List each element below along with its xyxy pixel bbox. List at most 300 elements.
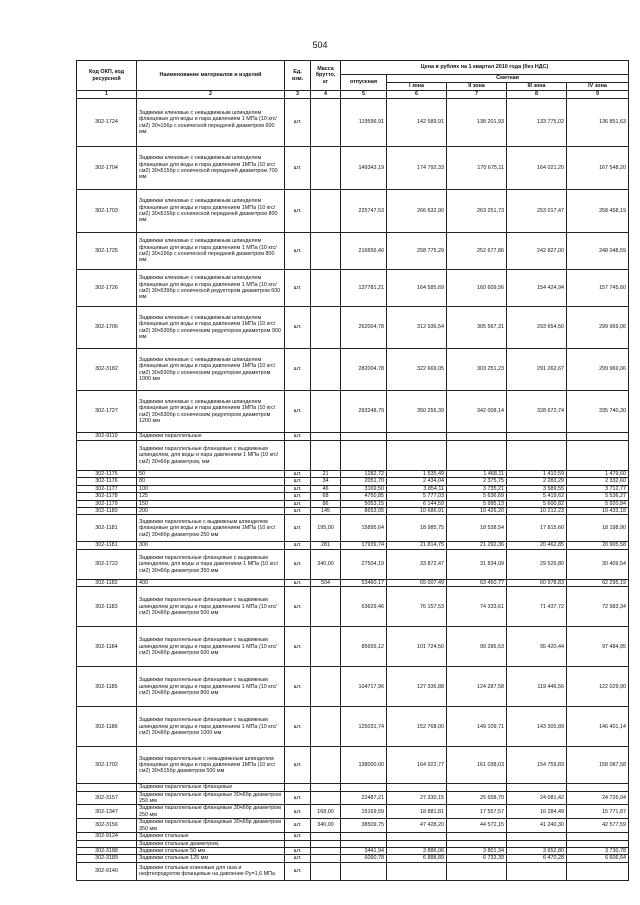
table-row <box>77 627 629 667</box>
row-price-zone-4: 18 198,90 <box>567 515 629 542</box>
row-price-zone-2: 99 286,53 <box>447 627 507 667</box>
row-mass: 340,00 <box>311 819 341 833</box>
row-name: Задвижки параллельные фланцевые с выдвижным шпинделем для воды и пара давлением 1 МПа (10 кгс/см2) 30ч6бр диаметром 500 мм <box>137 587 285 627</box>
row-price-otpusknaya <box>341 784 387 791</box>
row-price-zone-1: 76 157,53 <box>387 587 447 627</box>
row-unit: шт. <box>285 627 311 667</box>
row-price-zone-2: 17 557,57 <box>447 805 507 819</box>
row-price-zone-1 <box>387 784 447 791</box>
row-price-zone-2: 44 572,15 <box>447 819 507 833</box>
row-price-otpusknaya: 22487,21 <box>341 791 387 805</box>
row-code: 302-1183 <box>77 587 137 627</box>
row-price-zone-2: 138 201,93 <box>447 99 507 147</box>
row-price-zone-2: 31 834,09 <box>447 549 507 579</box>
row-price-zone-4 <box>567 833 629 840</box>
row-name: 200 <box>137 508 285 515</box>
row-price-zone-2: 3 735,21 <box>447 485 507 492</box>
row-price-zone-4: 42 577,59 <box>567 819 629 833</box>
row-unit: шт. <box>285 190 311 233</box>
row-price-zone-3 <box>507 840 567 847</box>
row-unit: шт. <box>285 747 311 784</box>
page-number: 504 <box>312 40 328 50</box>
table-body <box>77 99 629 881</box>
row-unit: шт. <box>285 270 311 307</box>
row-code: 302-3182 <box>77 349 137 391</box>
row-unit: шт. <box>285 549 311 579</box>
row-price-zone-3: 133 775,02 <box>507 99 567 147</box>
table-row <box>77 549 629 579</box>
row-code: 302-1177 <box>77 485 137 492</box>
table-row <box>77 847 629 854</box>
row-price-zone-3: 328 672,74 <box>507 391 567 433</box>
table-row <box>77 391 629 433</box>
row-code: 302-1726 <box>77 270 137 307</box>
row-price-zone-2: 263 251,73 <box>447 190 507 233</box>
row-price-zone-1: 258 775,29 <box>387 233 447 270</box>
table-row <box>77 441 629 471</box>
row-unit: шт. <box>285 667 311 707</box>
row-name: 150 <box>137 500 285 507</box>
row-code: 302-1179 <box>77 500 137 507</box>
row-price-zone-2: 63 450,77 <box>447 579 507 586</box>
row-code <box>77 840 137 847</box>
row-price-zone-4 <box>567 441 629 471</box>
row-price-zone-3: 17 815,60 <box>507 515 567 542</box>
row-unit <box>285 840 311 847</box>
header-zone-3: III зона <box>507 83 567 91</box>
row-price-zone-4 <box>567 862 629 880</box>
row-price-zone-1: 1 535,49 <box>387 471 447 478</box>
row-mass <box>311 840 341 847</box>
row-price-otpusknaya: 53460,17 <box>341 579 387 586</box>
row-price-otpusknaya <box>341 833 387 840</box>
row-price-zone-3: 5 600,82 <box>507 500 567 507</box>
header-zone-1: I зона <box>387 83 447 91</box>
row-price-zone-1 <box>387 840 447 847</box>
row-price-zone-4: 62 295,19 <box>567 579 629 586</box>
row-price-zone-2: 10 426,20 <box>447 508 507 515</box>
row-price-zone-3: 119 446,56 <box>507 667 567 707</box>
row-price-zone-4: 3 730,78 <box>567 847 629 854</box>
row-price-zone-2 <box>447 784 507 791</box>
row-price-otpusknaya: 85655,12 <box>341 627 387 667</box>
row-unit: шт. <box>285 542 311 549</box>
row-code: 302-1178 <box>77 493 137 500</box>
table-row <box>77 508 629 515</box>
row-unit: шт. <box>285 433 311 441</box>
row-code: 302-1724 <box>77 99 137 147</box>
column-index: 9 <box>567 91 629 99</box>
row-name: Задвижки стальные диаметром, <box>137 840 285 847</box>
row-mass <box>311 667 341 707</box>
column-index: 7 <box>447 91 507 99</box>
row-price-zone-2 <box>447 833 507 840</box>
row-price-zone-2 <box>447 441 507 471</box>
row-price-zone-2: 149 109,71 <box>447 707 507 747</box>
row-price-zone-4: 1 479,60 <box>567 471 629 478</box>
row-price-otpusknaya: 2051,70 <box>341 478 387 485</box>
row-mass: 34 <box>311 478 341 485</box>
row-price-zone-2: 252 677,86 <box>447 233 507 270</box>
row-unit: шт. <box>285 791 311 805</box>
row-price-zone-4: 10 433,18 <box>567 508 629 515</box>
row-price-zone-2: 303 251,23 <box>447 349 507 391</box>
row-code: 302-1186 <box>77 707 137 747</box>
table-row <box>77 270 629 307</box>
row-price-zone-4: 146 401,14 <box>567 707 629 747</box>
row-price-otpusknaya: 15169,59 <box>341 805 387 819</box>
row-mass <box>311 707 341 747</box>
row-mass <box>311 855 341 862</box>
row-price-zone-1: 142 589,91 <box>387 99 447 147</box>
row-price-otpusknaya: 138000,00 <box>341 747 387 784</box>
row-code: 302-1184 <box>77 627 137 667</box>
table-row <box>77 485 629 492</box>
header-price-title: Цена в рублях на 1 квартал 2010 года (без НДС) <box>341 61 629 75</box>
row-unit: шт. <box>285 833 311 840</box>
table-row <box>77 862 629 880</box>
row-price-zone-1: 3 854,11 <box>387 485 447 492</box>
row-price-zone-2 <box>447 433 507 441</box>
row-code: 302-1347 <box>77 805 137 819</box>
row-price-zone-4: 167 548,20 <box>567 147 629 190</box>
row-code: 302-1703 <box>77 190 137 233</box>
row-mass: 281 <box>311 542 341 549</box>
row-mass <box>311 747 341 784</box>
row-code: 302-1704 <box>77 147 137 190</box>
row-unit: шт. <box>285 587 311 627</box>
table-row <box>77 433 629 441</box>
row-name: Задвижки параллельные фланцевые с выдвижным шпинделем для воды и пара давлением 1 МПа (10 кгс/см2) 30ч6бр диаметром 800 мм <box>137 667 285 707</box>
row-price-otpusknaya: 38509,75 <box>341 819 387 833</box>
column-index: 2 <box>137 91 285 99</box>
row-price-zone-4: 5 920,84 <box>567 500 629 507</box>
row-price-zone-1: 322 669,05 <box>387 349 447 391</box>
row-price-zone-3: 291 262,67 <box>507 349 567 391</box>
row-price-zone-3: 71 437,72 <box>507 587 567 627</box>
row-unit: шт. <box>285 862 311 880</box>
row-price-zone-2: 2 375,75 <box>447 478 507 485</box>
row-mass: 145 <box>311 508 341 515</box>
row-unit: шт. <box>285 391 311 433</box>
row-unit: шт. <box>285 471 311 478</box>
row-price-otpusknaya: 15895,64 <box>341 515 387 542</box>
row-price-zone-1: 164 585,69 <box>387 270 447 307</box>
header-otpusknaya: отпускная <box>341 75 387 91</box>
row-code: 302-1181 <box>77 542 137 549</box>
row-price-zone-2: 25 658,70 <box>447 791 507 805</box>
row-code: 302-9119 <box>77 433 137 441</box>
row-price-zone-3: 95 420,44 <box>507 627 567 667</box>
row-price-zone-1: 21 814,75 <box>387 542 447 549</box>
row-price-zone-4: 2 332,60 <box>567 478 629 485</box>
row-mass <box>311 833 341 840</box>
row-price-otpusknaya: 282004,78 <box>341 349 387 391</box>
row-price-zone-2: 1 468,11 <box>447 471 507 478</box>
row-name: Задвижки параллельные с выдвижным шпинделем фланцевые для воды и пара давлением 1МПа (10 кгс/см2) 30ч6бр диаметром 250 мм <box>137 515 285 542</box>
table-row <box>77 542 629 549</box>
row-unit <box>285 441 311 471</box>
row-code: 302-3156 <box>77 819 137 833</box>
row-price-zone-3 <box>507 441 567 471</box>
row-name: Задвижки параллельные фланцевые с выдвижным шпинделем, для воды и пара давлением 1 МПа (10 кгс/см2) 30ч6бр диаметром, мм: <box>137 441 285 471</box>
row-price-zone-2: 124 287,58 <box>447 667 507 707</box>
row-price-zone-3 <box>507 862 567 880</box>
row-mass <box>311 587 341 627</box>
row-price-zone-2 <box>447 862 507 880</box>
row-code <box>77 784 137 791</box>
row-unit: шт. <box>285 847 311 854</box>
row-price-zone-3: 3 589,55 <box>507 485 567 492</box>
row-price-otpusknaya: 3169,50 <box>341 485 387 492</box>
header-zone-4: IV зона <box>567 83 629 91</box>
row-mass <box>311 627 341 667</box>
row-price-zone-2 <box>447 840 507 847</box>
table-row <box>77 667 629 707</box>
row-mass: 340,00 <box>311 549 341 579</box>
row-price-zone-1: 266 632,90 <box>387 190 447 233</box>
row-price-zone-4: 158 087,58 <box>567 747 629 784</box>
row-price-zone-1 <box>387 433 447 441</box>
row-unit: шт. <box>285 508 311 515</box>
table-row <box>77 190 629 233</box>
header-smetnaya: Сметная <box>387 75 629 83</box>
row-price-zone-1: 6 888,89 <box>387 855 447 862</box>
row-unit: шт. <box>285 478 311 485</box>
row-mass: 86 <box>311 500 341 507</box>
row-price-otpusknaya: 8653,05 <box>341 508 387 515</box>
row-price-otpusknaya: 17939,74 <box>341 542 387 549</box>
row-price-zone-4: 299 969,06 <box>567 349 629 391</box>
row-name: Задвижки стальные клиновые для газа и нефтепродуктов фланцевые на давление Ру=1,6 МПа <box>137 862 285 880</box>
row-price-otpusknaya <box>341 840 387 847</box>
row-price-zone-1: 18 985,75 <box>387 515 447 542</box>
row-code: 302-1182 <box>77 579 137 586</box>
row-price-zone-2: 18 538,54 <box>447 515 507 542</box>
row-price-zone-1: 127 336,88 <box>387 667 447 707</box>
row-price-zone-4: 258 458,19 <box>567 190 629 233</box>
row-price-zone-1 <box>387 441 447 471</box>
row-price-zone-4: 30 409,54 <box>567 549 629 579</box>
row-mass <box>311 233 341 270</box>
row-price-zone-4 <box>567 784 629 791</box>
row-unit <box>285 784 311 791</box>
row-unit: шт. <box>285 147 311 190</box>
row-name: Задвижки параллельные фланцевые 30ч6бр диаметром 250 мм <box>137 791 285 805</box>
row-code: 302-1175 <box>77 471 137 478</box>
column-index-row <box>77 91 629 99</box>
row-price-otpusknaya: 293248,79 <box>341 391 387 433</box>
row-price-zone-3: 293 654,50 <box>507 307 567 349</box>
row-price-otpusknaya: 149343,19 <box>341 147 387 190</box>
row-price-otpusknaya: 3441,94 <box>341 847 387 854</box>
row-price-zone-4: 248 048,59 <box>567 233 629 270</box>
row-name: Задвижки клиновые с невыдвижным шпинделем фланцевые для воды и пара давлением 1 МПа (10 кгс/см2) 30ч156р с конической передачей диаметром 800 мм <box>137 233 285 270</box>
row-code: 302-3157 <box>77 791 137 805</box>
row-price-zone-3: 154 424,94 <box>507 270 567 307</box>
row-price-zone-2: 6 733,39 <box>447 855 507 862</box>
table-row <box>77 840 629 847</box>
row-price-otpusknaya: 125031,74 <box>341 707 387 747</box>
row-mass: 168,00 <box>311 805 341 819</box>
row-price-zone-4: 20 905,58 <box>567 542 629 549</box>
row-name: Задвижки параллельные фланцевые <box>137 784 285 791</box>
row-price-zone-4: 157 745,60 <box>567 270 629 307</box>
table-row <box>77 99 629 147</box>
row-price-zone-4: 122 029,90 <box>567 667 629 707</box>
row-code: 302-9140 <box>77 862 137 880</box>
row-code: 302-3189 <box>77 855 137 862</box>
column-index: 6 <box>387 91 447 99</box>
row-code: 302-3188 <box>77 847 137 854</box>
row-price-zone-1: 350 256,39 <box>387 391 447 433</box>
row-code: 302-1706 <box>77 307 137 349</box>
row-price-otpusknaya: 63629,46 <box>341 587 387 627</box>
row-mass <box>311 847 341 854</box>
column-index: 1 <box>77 91 137 99</box>
row-name: Задвижки параллельные <box>137 433 285 441</box>
row-price-otpusknaya: 225747,53 <box>341 190 387 233</box>
row-price-otpusknaya: 104717,96 <box>341 667 387 707</box>
table-row <box>77 784 629 791</box>
row-name: Задвижки стальные <box>137 833 285 840</box>
column-index: 5 <box>341 91 387 99</box>
row-code: 302-1176 <box>77 478 137 485</box>
row-price-zone-3: 10 212,23 <box>507 508 567 515</box>
row-unit: шт. <box>285 805 311 819</box>
row-price-otpusknaya: 1282,72 <box>341 471 387 478</box>
row-mass <box>311 307 341 349</box>
row-price-zone-1: 152 768,00 <box>387 707 447 747</box>
row-name: Задвижки клиновые с невыдвижным шпинделем фланцевые для воды и пара давлением 1МПа (10 кгс/см2) 30ч530бр с коническим редуктором диаметром 1000 мм <box>137 349 285 391</box>
row-unit: шт. <box>285 99 311 147</box>
row-price-zone-3 <box>507 433 567 441</box>
row-price-zone-2: 342 008,14 <box>447 391 507 433</box>
row-price-zone-3: 242 827,00 <box>507 233 567 270</box>
row-name: Задвижки параллельные фланцевые с выдвижным шпинделем, для воды и пара давлением 1 МПа (10 кгс/см2) 30ч6бр диаметром 350 мм <box>137 549 285 579</box>
row-price-zone-4: 97 484,95 <box>567 627 629 667</box>
row-price-zone-3: 143 300,89 <box>507 707 567 747</box>
row-price-zone-2: 305 567,31 <box>447 307 507 349</box>
row-name: 50 <box>137 471 285 478</box>
table-row <box>77 500 629 507</box>
row-mass <box>311 862 341 880</box>
row-price-zone-4: 15 771,87 <box>567 805 629 819</box>
row-price-zone-1: 47 428,20 <box>387 819 447 833</box>
row-name: Задвижки клиновые с невыдвижным шпинделем фланцевые для воды и пара давлением 1 МПа (10 кгс/см2) 30ч539бр с конической редуктором диаметром 600 мм <box>137 270 285 307</box>
row-price-otpusknaya: 216656,40 <box>341 233 387 270</box>
row-price-zone-3: 2 283,29 <box>507 478 567 485</box>
row-unit: шт. <box>285 349 311 391</box>
row-unit: шт. <box>285 500 311 507</box>
row-name: Задвижки параллельные фланцевые с выдвижным шпинделем для воды и пара давлением 1 МПа (10 кгс/см2) 30ч6бр диаметром 1000 мм <box>137 707 285 747</box>
row-code: 302-1702 <box>77 747 137 784</box>
row-price-zone-2: 161 038,03 <box>447 747 507 784</box>
row-unit: шт. <box>285 819 311 833</box>
row-mass <box>311 391 341 433</box>
table-row <box>77 819 629 833</box>
header-name: Наименование материалов и изделий <box>137 61 285 91</box>
row-name: 125 <box>137 493 285 500</box>
table-row <box>77 579 629 586</box>
table-row <box>77 747 629 784</box>
row-mass: 195,00 <box>311 515 341 542</box>
header-mass: Масса брутто, кг <box>311 61 341 91</box>
column-index: 8 <box>507 91 567 99</box>
row-mass <box>311 99 341 147</box>
row-price-otpusknaya <box>341 862 387 880</box>
row-price-zone-1: 174 792,33 <box>387 147 447 190</box>
row-price-zone-3: 24 081,42 <box>507 791 567 805</box>
row-mass <box>311 270 341 307</box>
row-unit: шт. <box>285 493 311 500</box>
price-table <box>76 60 629 881</box>
row-price-zone-2: 160 609,56 <box>447 270 507 307</box>
row-price-zone-2: 5 995,13 <box>447 500 507 507</box>
row-price-zone-3 <box>507 833 567 840</box>
table-row <box>77 478 629 485</box>
row-name: Задвижки клиновые с невыдвижным шпинделем фланцевые для воды и пара давлением 1МПа (10 кгс/см2) 30ч5156р с конической передачей диаметром 800 мм <box>137 190 285 233</box>
row-price-otpusknaya <box>341 433 387 441</box>
row-mass <box>311 791 341 805</box>
row-unit: шт. <box>285 233 311 270</box>
row-name: Задвижки стальные 125 мм <box>137 855 285 862</box>
row-code: 302-1185 <box>77 667 137 707</box>
row-price-zone-1: 10 686,91 <box>387 508 447 515</box>
row-price-zone-1: 312 936,54 <box>387 307 447 349</box>
row-price-zone-1: 2 434,04 <box>387 478 447 485</box>
row-mass <box>311 784 341 791</box>
row-price-zone-1 <box>387 862 447 880</box>
row-price-zone-4: 24 726,04 <box>567 791 629 805</box>
row-unit: шт. <box>285 515 311 542</box>
row-price-zone-3 <box>507 784 567 791</box>
row-unit: шт. <box>285 707 311 747</box>
table-row <box>77 471 629 478</box>
row-mass <box>311 147 341 190</box>
row-price-zone-1: 33 872,47 <box>387 549 447 579</box>
row-price-zone-3: 6 470,28 <box>507 855 567 862</box>
row-name: Задвижки клиновые с невыдвижным шпинделем фланцевые для воды и пара давлением 1 МПа (10 кгс/см2) 30ч156р с конической передачей диаметром 600 мм <box>137 99 285 147</box>
row-price-zone-4: 136 851,63 <box>567 99 629 147</box>
row-price-zone-2: 5 636,69 <box>447 493 507 500</box>
row-price-zone-4 <box>567 840 629 847</box>
row-price-zone-1: 3 886,06 <box>387 847 447 854</box>
row-price-zone-2: 74 333,61 <box>447 587 507 627</box>
row-code: 302-9124 <box>77 833 137 840</box>
table-header <box>77 61 629 99</box>
row-price-zone-1: 6 144,59 <box>387 500 447 507</box>
column-index: 3 <box>285 91 311 99</box>
row-price-zone-1: 164 922,77 <box>387 747 447 784</box>
row-price-zone-4: 5 536,27 <box>567 493 629 500</box>
row-price-otpusknaya <box>341 441 387 471</box>
row-code <box>77 441 137 471</box>
row-unit: шт. <box>285 579 311 586</box>
row-price-zone-4 <box>567 433 629 441</box>
row-mass: 21 <box>311 471 341 478</box>
row-price-zone-3: 164 021,20 <box>507 147 567 190</box>
row-price-zone-4: 3 712,77 <box>567 485 629 492</box>
row-price-zone-2: 170 675,11 <box>447 147 507 190</box>
table-row <box>77 805 629 819</box>
row-name: Задвижки параллельные фланцевые 30ч6бр диаметром 250 мм <box>137 805 285 819</box>
row-name: 300 <box>137 542 285 549</box>
table-row <box>77 147 629 190</box>
row-price-zone-4: 335 740,30 <box>567 391 629 433</box>
row-mass: 46 <box>311 485 341 492</box>
row-price-zone-1 <box>387 833 447 840</box>
